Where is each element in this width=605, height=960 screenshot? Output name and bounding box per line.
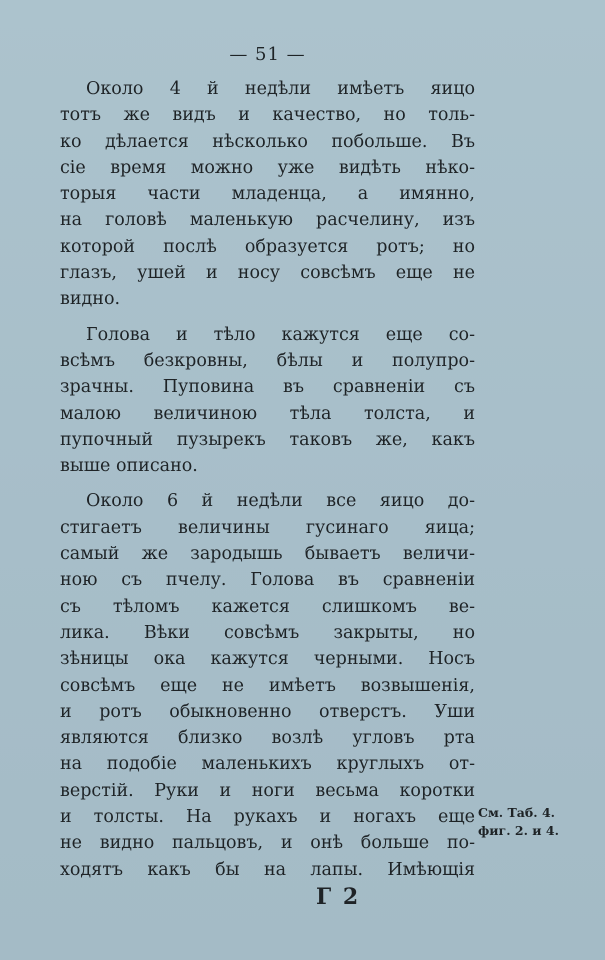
- text-line: являются близко возлѣ угловъ рта: [60, 728, 475, 749]
- text-line: Голова и тѣло кажутся еще со-: [86, 324, 475, 345]
- text-line: торыя части младенца, а имянно,: [60, 184, 475, 205]
- text-line: и ротъ обыкновенно отверстъ. Уши: [60, 701, 475, 722]
- signature-mark: Г 2: [316, 884, 361, 910]
- text-line: выше описано.: [60, 456, 198, 477]
- text-line: съ тѣломъ кажется слишкомъ ве-: [60, 596, 475, 617]
- text-line: на подобіе маленькихъ круглыхъ от-: [60, 754, 475, 775]
- text-line: Около 6 й недѣли все яицо до-: [86, 491, 475, 512]
- text-line: совсѣмъ еще не имѣетъ возвышенія,: [60, 675, 475, 696]
- text-line: и толсты. На рукахъ и ногахъ еще: [60, 807, 475, 828]
- margin-note: [478, 804, 602, 840]
- text-line: видно.: [60, 289, 121, 310]
- text-line: лика. Вѣки совсѣмъ закрыты, но: [60, 622, 475, 643]
- text-line: стигаетъ величины гусинаго яица;: [60, 517, 475, 538]
- text-line: ко дѣлается нѣсколько побольше. Въ: [60, 131, 475, 152]
- text-line: ходятъ какъ бы на лапы. Имѣющія: [60, 859, 475, 880]
- margin-note-line: См. Таб. 4.: [478, 805, 556, 820]
- text-line: тотъ же видъ и качество, но толь-: [60, 105, 475, 126]
- text-line: зрачны. Пуповина въ сравненіи съ: [60, 377, 475, 398]
- text-line: глазъ, ушей и носу совсѣмъ еще не: [60, 263, 475, 284]
- text-line: самый же зародышь бываетъ величи-: [60, 544, 475, 565]
- paragraph-2: [60, 322, 475, 480]
- paragraph-3: [60, 488, 475, 882]
- text-line: ною съ пчелу. Голова въ сравненіи: [60, 570, 475, 591]
- body-text: [60, 76, 475, 892]
- text-line: на головѣ маленькую расчелину, изъ: [60, 210, 475, 231]
- page-number: — 51 —: [229, 44, 306, 65]
- text-line: всѣмъ безкровны, бѣлы и полупро-: [60, 350, 475, 371]
- text-line: Около 4 й недѣли имѣетъ яицо: [86, 79, 475, 99]
- paragraph-1: [60, 76, 475, 313]
- text-line: не видно пальцовъ, и онѣ больше по-: [60, 833, 475, 854]
- text-line: сіе время можно уже видѣть нѣко-: [60, 157, 475, 178]
- text-line: зѣницы ока кажутся черными. Носъ: [60, 649, 475, 670]
- margin-note-line: фиг. 2. и 4.: [478, 823, 559, 838]
- text-line: малою величиною тѣла толста, и: [60, 403, 475, 424]
- text-line: пупочный пузырекъ таковъ же, какъ: [60, 429, 475, 450]
- text-line: верстій. Руки и ноги весьма коротки: [60, 780, 475, 801]
- text-line: которой послѣ образуется ротъ; но: [60, 236, 475, 257]
